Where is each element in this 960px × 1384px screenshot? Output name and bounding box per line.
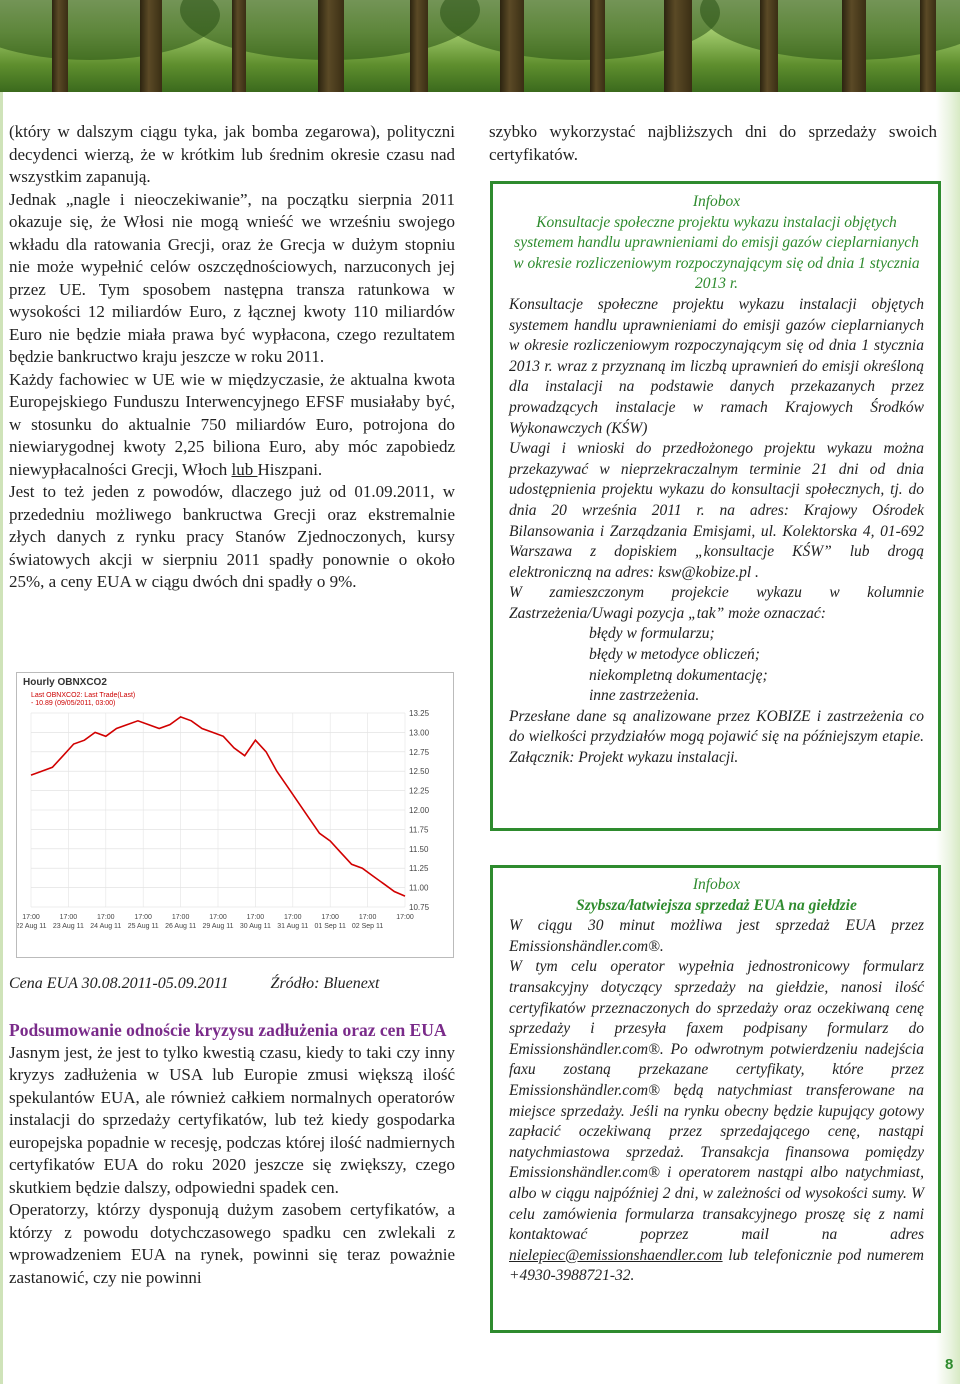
section-heading: Podsumowanie odnoście kryzysu zadłużenia oraz cen EUA [9, 1020, 447, 1040]
chart-legend-line1: Last OBNXCO2: Last Trade(Last) [31, 692, 136, 699]
y-tick-label: 12.50 [409, 767, 430, 777]
x-tick-label: 17:00 [171, 914, 190, 921]
x-tick-label: 01 Sep 11 [314, 923, 346, 930]
x-tick-label: 17:00 [134, 914, 152, 921]
x-tick-label: 22 Aug 11 [17, 923, 47, 930]
paragraph: W tym celu operator wypełnia jednostronicowy formularz transakcyjny dotyczący sprzedaży na giełdzie, nanosi ilość certyfikatów przeznaczonych do sprzedaży oraz oczekiwaną cenę sprzedaży i przesyła faxem podpisany formularz do Emissionshändler.com®. Po odwrotnym potwierdzeniu nadejścia faxu zostaną przekazane certyfikaty, które przez Emissionshändler.com® będą natychmiast transferowane na miejsce sprzedaży. Jeśli na rynku obecny będzie kupujący gotowy zapłacić oczekiwaną przez sprzedającego cenę, nastąpi natychmiastowa sprzedaż. Transakcja finansowa pomiędzy Emissionshändler.com® i operatorem nastąpi albo natychmiast, albo w ciągu najpóźniej 2 dni, w zależności od wysokości sumy. W celu zamówienia formularza transakcyjnego proszę się z nami kontaktować poprzez mail na adres nielepiec@emissionshaendler.com lub telefonicznie pod numerem +4930-3988721-32. [509, 958, 924, 1285]
paragraph: szybko wykorzystać najbliższych dni do sprzedaży swoich certyfikatów. [489, 122, 937, 164]
caption-left: Cena EUA 30.08.2011-05.09.2011 [9, 975, 229, 992]
right-column-text [489, 121, 937, 166]
paragraph: Przesłane dane są analizowane przez KOBIZE i zastrzeżenia co do wielkości przydziałów mogą pojawić się na późniejszym etapie. Załącznik: Projekt wykazu instalacji. [509, 707, 924, 767]
y-tick-label: 12.00 [409, 806, 430, 815]
infobox-subtitle: Konsultacje społeczne projektu wykazu instalacji objętych systemem handlu uprawnieniami do emisji gazów cieplarnianych w okresie rozliczeniowym rozpoczynającym się od dnia 1 stycznia 2013 r. [513, 213, 920, 293]
x-tick-label: 17:00 [246, 914, 265, 921]
x-tick-label: 17:00 [358, 914, 377, 921]
paragraph: Operatorzy, którzy dysponują dużym zasobem certyfikatów, a którzy z powodu dotychczasowego spadku cen zwlekali z wprowadzeniem EUA na rynek, powinni się teraz poważnie zastanowić, czy nie powinni [9, 1200, 455, 1287]
y-tick-label: 13.00 [409, 728, 430, 738]
paragraph: Każdy fachowiec w UE wie w międzyczasie, że aktualna kwota Europejskiego Funduszu Interwencyjnego EFSF musiałaby być, w stosunku do aktualnie 750 miliardów Euro, potrojona do niewiarygodnej kwoty 2,25 biliona Euro, aby móc zapobiedz niewypłacalności Grecji, Włoch lub Hiszpani. [9, 369, 455, 479]
x-tick-label: 31 Aug 11 [277, 923, 309, 930]
y-tick-label: 13.25 [409, 709, 430, 718]
x-tick-label: 23 Aug 11 [52, 923, 84, 930]
x-tick-label: 17:00 [22, 914, 40, 921]
x-tick-label: 26 Aug 11 [165, 923, 197, 930]
x-tick-label: 17:00 [284, 914, 302, 921]
chart-svg [17, 673, 453, 957]
page-number: 8 [945, 1356, 954, 1373]
forest-banner-image [0, 0, 960, 92]
paragraph: Konsultacje społeczne projektu wykazu instalacji objętych systemem handlu uprawnieniami do emisji gazów cieplarnianych w okresie rozliczeniowym rozpoczynającym się od dnia 1 stycznia 2013 r. wraz z przyznaną im liczbą uprawnień do emisji określoną dla instalacji na podstawie danych przekazanych przez prowadzących instalacje w ramach Krajowych Środków Wykonawczych (KŚW) [509, 295, 924, 437]
infobox-quick-sale [490, 865, 941, 1333]
list-item: inne zastrzeżenia. [589, 687, 700, 705]
paragraph: (który w dalszym ciągu tyka, jak bomba zegarowa), polityczni decydenci wierzą, że w krótkim lub średnim okresie czasu nad wszystkim zapanują. [9, 122, 455, 186]
y-tick-label: 11.75 [409, 825, 429, 835]
y-tick-label: 10.75 [409, 903, 430, 912]
left-decor-stripe [0, 92, 3, 1384]
y-tick-label: 11.00 [409, 883, 429, 893]
x-tick-label: 02 Sep 11 [351, 923, 384, 930]
paragraph: W ciągu 30 minut możliwa jest sprzedaż EUA przez Emissionshändler.com®. [509, 917, 924, 955]
y-tick-label: 12.75 [409, 747, 430, 757]
x-tick-label: 24 Aug 11 [90, 923, 122, 930]
summary-section [9, 1019, 455, 1289]
x-tick-label: 29 Aug 11 [202, 923, 234, 930]
paragraph: Jest to też jeden z powodów, dlaczego już od 01.09.2011, w przededniu możliwego bankructwa Grecji oraz ekstremalnie złych danych z rynku pracy Stanów Zjednoczonych, kursy światowych akcji w sierpniu 2011 spadły ponownie o około 25%, a ceny EUA w ciągu dwóch dni spadły o 9%. [9, 482, 455, 591]
x-tick-label: 17:00 [396, 914, 414, 921]
chart-title: Hourly OBNXCO2 [23, 677, 107, 688]
x-tick-label: 17:00 [321, 914, 339, 921]
chart-caption [9, 975, 455, 993]
infobox-title: Infobox [692, 193, 741, 210]
list-item: błędy w metodyce obliczeń; [589, 646, 760, 664]
y-tick-label: 12.25 [409, 786, 430, 796]
eua-price-chart [16, 672, 454, 958]
y-tick-label: 11.25 [409, 864, 429, 874]
y-tick-label: 11.50 [409, 844, 429, 854]
paragraph: Uwagi i wnioski do przedłożonego projektu wykazu można przekazywać w nieprzekraczalnym terminie 21 dni od dnia udostępnienia projektu wykazu do konsultacji społecznych, tj. do dnia 20 września 2011 r. na adres: Krajowy Ośrodek Bilansowania i Zarządzania Emisjami, ul. Kolektorska 4, 01-692 Warszawa z dopiskiem „konsultacje KŚW” lub drogą elektroniczną na adres: ksw@kobize.pl . [509, 440, 924, 581]
paragraph: W zamieszczonym projekcie wykazu w kolumnie Zastrzeżenia/Uwagi pozycja „tak” może oznaczać: [509, 584, 924, 622]
x-tick-label: 17:00 [209, 914, 227, 921]
x-tick-label: 17:00 [97, 914, 115, 921]
x-tick-label: 17:00 [59, 914, 78, 921]
x-tick-label: 25 Aug 11 [127, 923, 159, 930]
left-column [9, 121, 455, 594]
infobox-consultations [490, 181, 941, 831]
list-item: błędy w formularzu; [589, 625, 715, 643]
caption-source: Źródło: Bluenext [270, 975, 380, 992]
infobox-subtitle: Szybsza/łatwiejsza sprzedaż EUA na giełdzie [576, 896, 857, 914]
chart-legend-line2: - 10.89 (09/05/2011, 03:00) [31, 700, 116, 707]
email-link[interactable]: nielepiec@emissionshaendler.com [509, 1246, 723, 1264]
x-tick-label: 30 Aug 11 [239, 923, 271, 930]
paragraph: Jasnym jest, że jest to tylko kwestią czasu, kiedy to taki czy inny kryzys zadłużenia w USA lub Europie zmusi większą ilość spekulantów EUA, ale również całkiem normalnych operatorów instalacji do sprzedaży certyfikatów, lub też kiedy gospodarka europejska popadnie w recesję, podczas której ilość nadmiernych certyfikatów EUA do roku 2020 jeszcze się zwiększy, czego skutkiem będzie dalszy, odpowiedni spadek cen. [9, 1042, 455, 1197]
infobox-title: Infobox [692, 876, 741, 893]
reservations-list [509, 624, 924, 706]
paragraph: Jednak „nagle i nieoczekiwanie”, na początku sierpnia 2011 okazuje się, że Włosi nie mogą wnieść we wrześniu swojego wkładu dla ratowania Grecji, oraz że Grecja w dużym stopniu nie może wypełnić celów oszczędnościowych, narzuconych jej przez UE. Tym sposobem następna transza ratunkowa w wysokości 12 miliardów Euro, z łącznej kwoty 110 miliardów Euro nie będzie miała prawa być wypłacona, czego rezultatem będzie bankructwo kraju jeszcze w roku 2011. [9, 189, 455, 366]
list-item: niekompletną dokumentację; [589, 666, 768, 684]
